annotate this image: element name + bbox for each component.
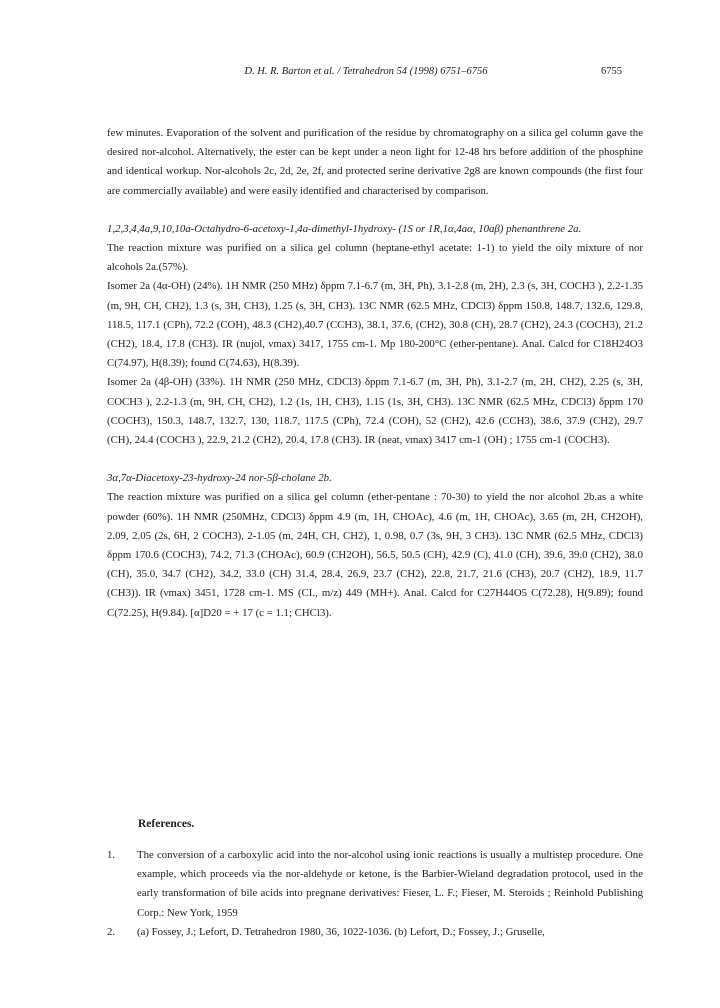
running-title: D. H. R. Barton et al. / Tetrahedron 54 (1998) 6751–6756 [244, 66, 488, 77]
compound-2a-isomer-alpha: Isomer 2a (4α-OH) (24%). 1H NMR (250 MHz) δppm 7.1-6.7 (m, 3H, Ph), 3.1-2.8 (m, 2H), 2.3 (s, 3H, COCH3 ), 2.2-1.35 (m, 9H, CH, CH2), 1.3 (s, 3H, CH3), 1.25 (s, 3H, CH3). 13C NMR (62.5 MHz, CDCl3) δppm 150.8, 148.7, 132.6, 129.8, 118.5, 117.1 (CPh), 72.2 (COH), 48.3 (CH2),40.7 (CCH3), 38.1, 37.6, (CH2), 30.8 (CH), 28.7 (CH2), 24.3 (COCH3), 21.2 (CH2), 18.4, 17.8 (CH3). IR (nujol, νmax) 3417, 1755 cm-1. Mp 180-200°C (ether-pentane). Anal. Calcd for C18H24O3 C(74.97), H(8.39); found C(74.63), H(8.39). [107, 280, 643, 370]
main-text [107, 124, 643, 623]
reference-text: (a) Fossey, J.; Lefort, D. Tetrahedron 1980, 36, 1022-1036. (b) Lefort, D.; Fossey, J.; Gruselle, [137, 925, 545, 938]
compound-2a-title: 1,2,3,4,4a,9,10,10a-Octahydro-6-acetoxy-1,4a-dimethyl-1hydroxy- (1S or 1R,1α,4aα, 10aβ) phenanthrene 2a. [107, 222, 582, 235]
reference-item [107, 923, 643, 942]
reference-text: The conversion of a carboxylic acid into the nor-alcohol using ionic reactions is usually a multistep procedure. One example, which proceeds via the nor-aldehyde or ketone, is the Barbier-Wieland degradation protocol, used in the early transformation of bile acids into pregnane derivatives: Fieser, L. F.; Fieser, M. Steroids ; Reinhold Publishing Corp.: New York, 1959 [137, 849, 643, 919]
reference-number: 2. [107, 925, 116, 938]
reference-number: 1. [107, 849, 116, 861]
compound-2b-body: The reaction mixture was purified on a silica gel column (ether-pentane : 70-30) to yield the nor alcohol 2b.as a white powder (60%). 1H NMR (250MHz, CDCl3) δppm 4.9 (m, 1H, CHOAc), 4.6 (m, 1H, CHOAc), 3.65 (m, 2H, CH2OH), 2.09, 2.05 (2s, 6H, 2 COCH3), 2-1.05 (m, 24H, CH, CH2), 1, 0.98, 0.7 (3s, 9H, 3 CH3). 13C NMR (62.5 MHz, CDCl3) δppm 170.6 (COCH3), 74.2, 71.3 (CHOAc), 60.9 (CH2OH), 56.5, 50.5 (CH), 42.9 (C), 41.0 (CH), 39.6, 39.0 (CH2), 38.0 (CH), 35.0, 34.7 (CH2), 34.2, 33.0 (CH) 31.4, 28.4, 26.9, 23.7 (CH2), 22.8, 21.7, 21.6 (CH3), 20.7 (CH2), 18.9, 11.7 (CH3)). IR (νmax) 3451, 1728 cm-1. MS (CI., m/z) 449 (MH+). Anal. Calcd for C27H44O5 C(72.28), H(9.89); found C(72.25), H(9.84). [α]D20 = + 17 (c = 1.1; CHCl3). [107, 491, 643, 619]
compound-2a-procedure: The reaction mixture was purified on a silica gel column (heptane-ethyl acetate: 1-1) to yield the oily mixture of nor alcohols 2a.(57%). [107, 242, 643, 274]
references-heading: References. [138, 818, 195, 830]
page-number: 6755 [601, 66, 622, 77]
reference-item [107, 846, 643, 923]
intro-paragraph: few minutes. Evaporation of the solvent and purification of the residue by chromatography on a silica gel column gave the desired nor-alcohol. Alternatively, the ester can be kept under a neon light for 12-48 hrs before addition of the phosphine and identical workup. Nor-alcohols 2c, 2d, 2e, 2f, and protected serine derivative 2g8 are known compounds (the first four are commercially available) and were easily identified and characterised by comparison. [107, 127, 643, 197]
compound-2b-title: 3α,7α-Diacetoxy-23-hydroxy-24 nor-5β-cholane 2b. [107, 472, 332, 485]
compound-2a-isomer-beta: Isomer 2a (4β-OH) (33%). 1H NMR (250 MHz, CDCl3) δppm 7.1-6.7 (m, 3H, Ph), 3.1-2.7 (m, 2H, CH2), 2.25 (s, 3H, COCH3 ), 2.2-1.3 (m, 9H, CH, CH2), 1.2 (1s, 1H, CH3), 1.15 (1s, 3H, CH3). 13C NMR (62.5 MHz, CDCl3) δppm 170 (COCH3), 150.3, 148.7, 132.7, 130, 118.7, 117.5 (CPh), 72.4 (COH), 52 (CH2), 42.6 (CCH3), 38.6, 37.9 (CH2), 29.7 (CH), 24.4 (COCH3 ), 22.9, 21.2 (CH2), 20.4, 17.8 (CH3). IR (neat, νmax) 3417 cm-1 (OH) ; 1755 cm-1 (COCH3). [107, 376, 643, 447]
references-list [107, 846, 643, 942]
